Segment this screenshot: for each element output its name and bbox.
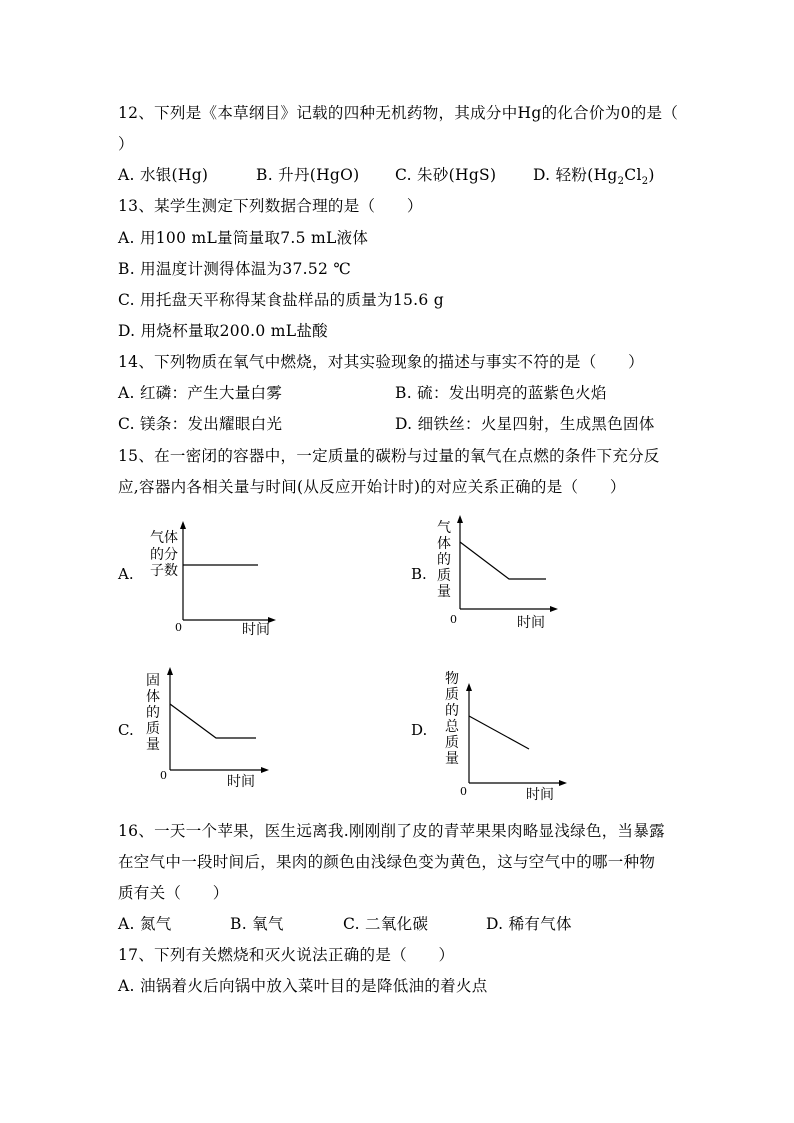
q16-stem-line1: 16、一天一个苹果，医生远离我.刚刚削了皮的青苹果果肉略显浅绿色，当暴露	[118, 822, 665, 840]
q17-stem: 17、下列有关燃烧和灭火说法正确的是（ ）	[118, 946, 455, 964]
graph-b-curve	[460, 542, 546, 579]
graph-c	[160, 666, 272, 778]
graph-c-y-arrow	[167, 667, 173, 675]
q16-stem-line2: 在空气中一段时间后，果肉的颜色由浅绿色变为黄色，这与空气中的哪一种物	[118, 853, 656, 871]
graph-c-letter: C.	[118, 721, 134, 739]
q17-option-a: A. 油锅着火后向锅中放入菜叶目的是降低油的着火点	[118, 977, 488, 995]
graph-a-ylabel: 气体的分子数	[150, 530, 178, 579]
graph-b-origin: 0	[450, 613, 457, 626]
q13-option-c: C. 用托盘天平称得某食盐样品的质量为15.6 g	[118, 291, 445, 309]
q12-option-d-prefix: D. 轻粉(Hg	[533, 166, 618, 184]
q15-stem-line2: 应,容器内各相关量与时间(从反应开始计时)的对应关系正确的是（ ）	[118, 478, 626, 496]
q12-stem-line1: 12、下列是《本草纲目》记载的四种无机药物，其成分中Hg的化合价为0的是（	[118, 104, 679, 122]
q12-option-d-sub2: 2	[641, 176, 649, 188]
graph-d-y-arrow	[466, 683, 472, 691]
q13-option-d: D. 用烧杯量取200.0 mL盐酸	[118, 322, 328, 340]
q16-option-d: D. 稀有气体	[486, 915, 572, 933]
q12-option-d	[533, 165, 655, 192]
graph-c-x-arrow	[261, 767, 269, 773]
graph-c-curve	[170, 704, 256, 738]
q15-stem-line1: 15、在一密闭的容器中，一定质量的碳粉与过量的氧气在点燃的条件下充分反	[118, 447, 660, 465]
q12-option-b: B. 升丹(HgO)	[256, 166, 360, 184]
graph-b-xlabel: 时间	[517, 615, 545, 631]
q13-option-b: B. 用温度计测得体温为37.52 ℃	[118, 260, 352, 278]
graph-b-y-arrow	[457, 515, 463, 523]
graph-d	[459, 682, 571, 792]
graph-d-letter: D.	[411, 721, 428, 739]
graph-a-origin: 0	[175, 621, 182, 634]
q12-stem-line2: ）	[118, 135, 134, 153]
q12-option-a: A. 水银(Hg)	[118, 166, 209, 184]
graph-b-letter: B.	[411, 565, 427, 583]
graph-a	[170, 520, 280, 630]
q13-option-a: A. 用100 mL量筒量取7.5 mL液体	[118, 229, 369, 247]
q12-option-d-mid: Cl	[624, 166, 642, 184]
graph-d-ylabel: 物质的总质量	[445, 671, 459, 767]
q12-option-d-sub1: 2	[617, 176, 625, 188]
graph-a-y-arrow	[180, 521, 186, 529]
q16-option-b: B. 氧气	[230, 915, 284, 933]
graph-b-x-arrow	[550, 606, 558, 612]
q14-option-c: C. 镁条：发出耀眼白光	[118, 415, 283, 433]
q16-option-a: A. 氮气	[118, 915, 172, 933]
graph-c-xlabel: 时间	[227, 774, 255, 790]
q13-stem: 13、某学生测定下列数据合理的是（ ）	[118, 197, 423, 215]
graph-a-letter: A.	[118, 565, 134, 583]
q14-stem: 14、下列物质在氧气中燃烧，对其实验现象的描述与事实不符的是（ ）	[118, 353, 644, 371]
graph-b-ylabel: 气体的质量	[437, 520, 451, 600]
graph-d-xlabel: 时间	[526, 787, 554, 803]
q14-option-b: B. 硫：发出明亮的蓝紫色火焰	[395, 384, 607, 402]
graph-a-xlabel: 时间	[242, 622, 270, 638]
q12-option-d-suffix: )	[648, 166, 655, 184]
graph-b	[450, 514, 562, 614]
q12-option-c: C. 朱砂(HgS)	[395, 166, 497, 184]
q16-stem-line3: 质有关（ ）	[118, 884, 229, 902]
graph-d-origin: 0	[460, 785, 467, 798]
q14-option-a: A. 红磷：产生大量白雾	[118, 384, 283, 402]
q14-option-d: D. 细铁丝：火星四射，生成黑色固体	[395, 415, 655, 433]
graph-c-origin: 0	[160, 769, 167, 782]
graph-c-ylabel: 固体的质量	[146, 673, 160, 753]
graph-d-curve	[469, 716, 529, 749]
q16-option-c: C. 二氧化碳	[343, 915, 429, 933]
graph-d-x-arrow	[559, 780, 567, 786]
